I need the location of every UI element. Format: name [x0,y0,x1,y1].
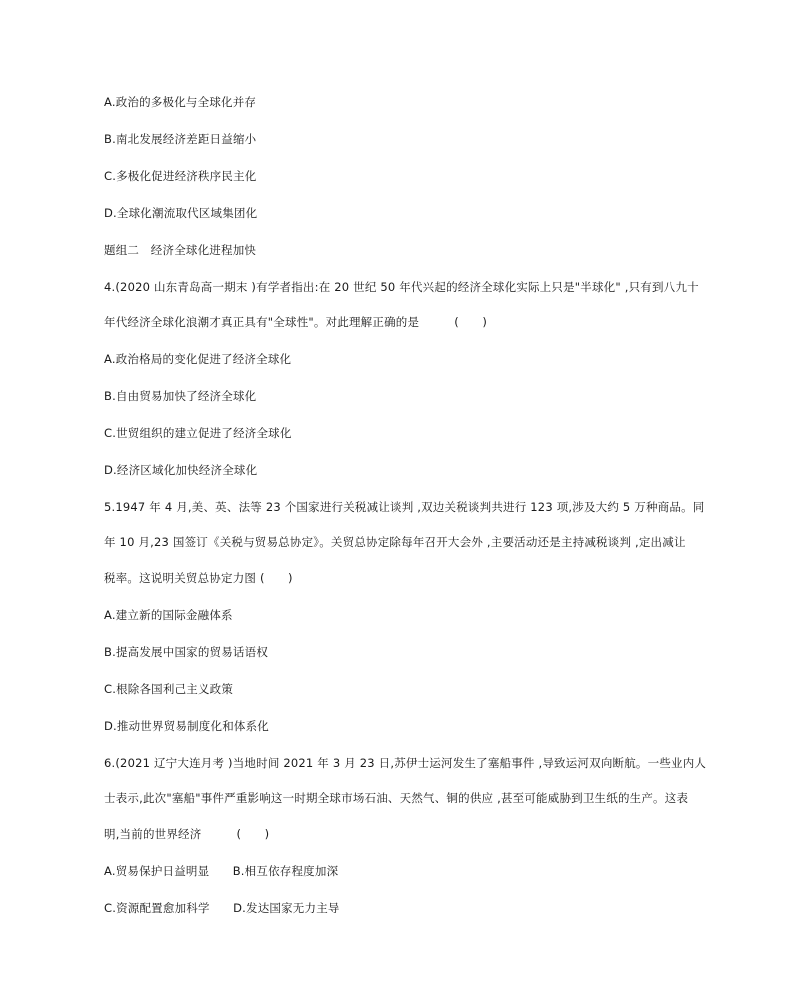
q4-stem-line-1: 4.(2020 山东青岛高一期末 )有学者指出:在 20 世纪 50 年代兴起的经济全球化实际上只是"半球化" ,只有到八九十 [104,280,699,294]
q3-option-c: C.多极化促进经济秩序民主化 [104,169,257,183]
section-heading: 题组二 经济全球化进程加快 [104,243,257,257]
q6-stem-line-1: 6.(2021 辽宁大连月考 )当地时间 2021 年 3 月 23 日,苏伊士运河发生了塞船事件 ,导致运河双向断航。一些业内人 [104,756,707,770]
q5-option-b: B.提高发展中国家的贸易话语权 [104,645,269,659]
q5-option-d: D.推动世界贸易制度化和体系化 [104,719,270,733]
q3-option-d: D.全球化潮流取代区域集团化 [104,206,258,220]
q6-options-a-b: A.贸易保护日益明显 B.相互依存程度加深 [104,864,339,878]
q6-options-c-d: C.资源配置愈加科学 D.发达国家无力主导 [104,901,340,915]
q4-stem-line-2: 年代经济全球化浪潮才真正具有"全球性"。对此理解正确的是 ( ) [104,315,488,329]
q6-stem-line-2: 士表示,此次"塞船"事件严重影响这一时期全球市场石油、天然气、铜的供应 ,甚至可能威胁到卫生纸的生产。这表 [104,791,689,805]
q5-stem-line-2: 年 10 月,23 国签订《关税与贸易总协定》。关贸总协定除每年召开大会外 ,主要活动还是主持减税谈判 ,定出减让 [104,535,686,549]
q6-stem-line-3: 明,当前的世界经济 ( ) [104,827,270,841]
q3-option-b: B.南北发展经济差距日益缩小 [104,132,257,146]
q4-option-c: C.世贸组织的建立促进了经济全球化 [104,426,292,440]
q5-option-c: C.根除各国利己主义政策 [104,682,234,696]
q5-stem-line-1: 5.1947 年 4 月,美、英、法等 23 个国家进行关税减让谈判 ,双边关税谈判共进行 123 项,涉及大约 5 万种商品。同 [104,500,705,514]
q5-option-a: A.建立新的国际金融体系 [104,608,233,622]
q5-stem-line-3: 税率。这说明关贸总协定力图 ( ) [104,571,293,585]
q3-option-a: A.政治的多极化与全球化并存 [104,95,257,109]
q4-option-b: B.自由贸易加快了经济全球化 [104,389,257,403]
q4-option-d: D.经济区域化加快经济全球化 [104,463,258,477]
q4-option-a: A.政治格局的变化促进了经济全球化 [104,352,292,366]
